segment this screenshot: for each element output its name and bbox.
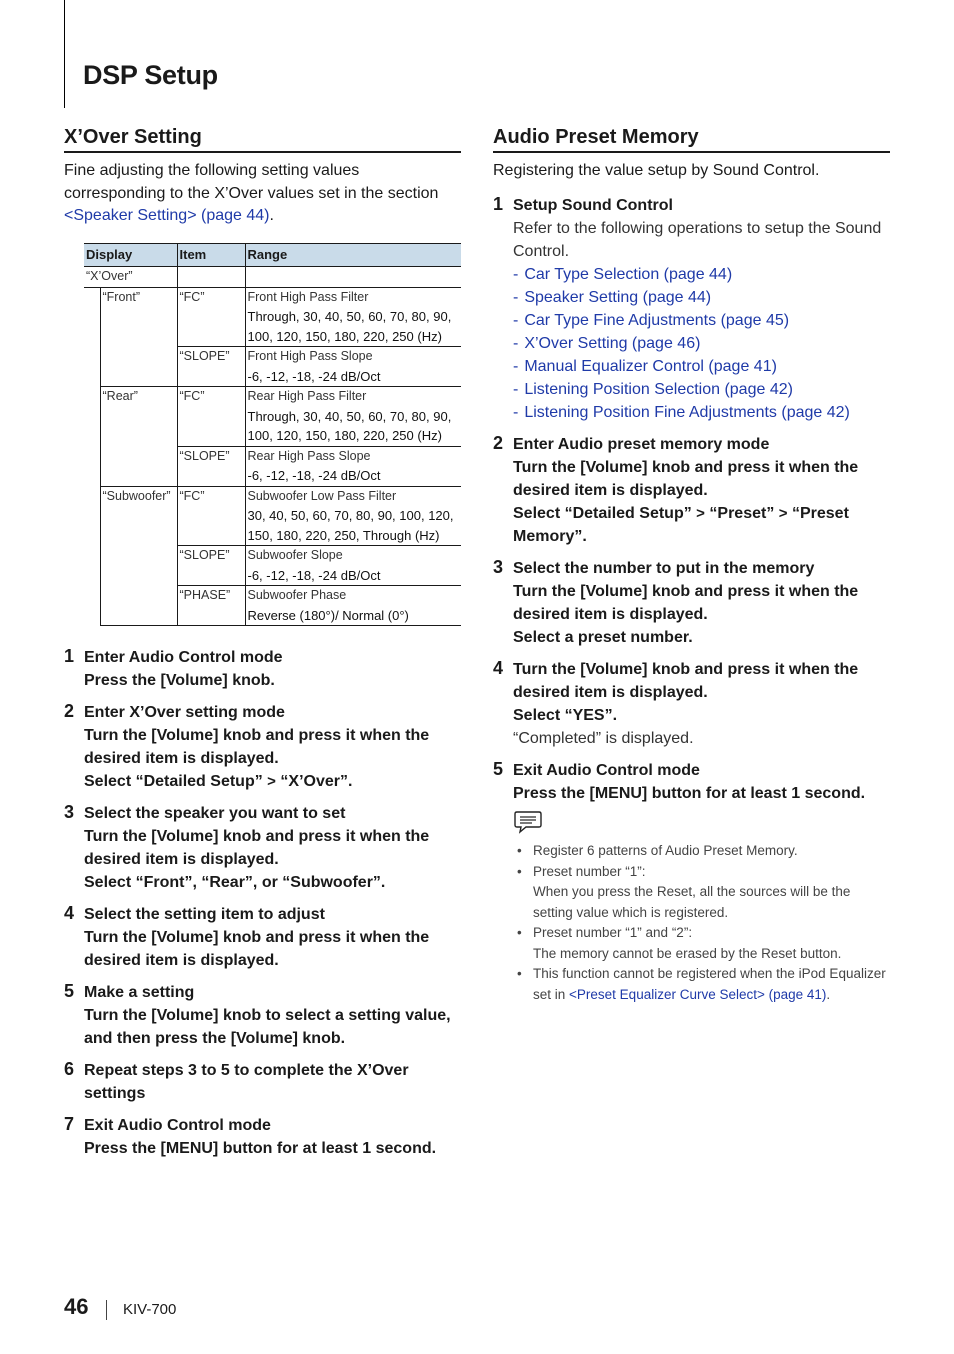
note-text: . <box>826 986 831 1002</box>
col-item: Item <box>177 244 245 267</box>
link-car-type-selection[interactable]: - Car Type Selection (page 44) <box>513 266 733 283</box>
xover-intro-text: Fine adjusting the following setting values corresponding to the X’Over values set in the section <box>64 162 439 202</box>
sub-phase-val: Reverse (180°)/ Normal (0°) <box>247 607 409 623</box>
link-car-type-fine[interactable]: - Car Type Fine Adjustments (page 45) <box>513 312 790 329</box>
sub-slope-item: “SLOPE” <box>177 546 245 586</box>
xover-steps <box>64 646 461 1169</box>
step-number: 5 <box>64 981 75 1001</box>
step-number: 4 <box>64 903 75 923</box>
link-text[interactable]: Car Type Selection (page 44) <box>524 266 733 283</box>
preset-step-1 <box>493 194 890 424</box>
front-slope-item: “SLOPE” <box>177 347 245 387</box>
speaker-setting-link[interactable]: <Speaker Setting> (page 44) <box>64 207 270 224</box>
link-listening-fine[interactable]: - Listening Position Fine Adjustments (page 42) <box>513 404 850 421</box>
front-fc-item: “FC” <box>177 287 245 347</box>
step-title: Turn the [Volume] knob and press it when the desired item is displayed. <box>513 661 859 701</box>
select-text: “X’Over”. <box>280 773 353 790</box>
col-display: Display <box>84 244 177 267</box>
step-title: Exit Audio Control mode <box>513 762 700 779</box>
select-text: “Preset Memory”. <box>513 505 849 545</box>
step-number: 2 <box>493 433 504 453</box>
page-title: DSP Setup <box>83 60 218 90</box>
step-title: Enter Audio Control mode <box>84 649 283 666</box>
link-text[interactable]: Manual Equalizer Control (page 41) <box>524 358 777 375</box>
step-number: 2 <box>64 701 75 721</box>
table-row <box>84 267 461 288</box>
note-text: This function cannot be registered when the iPod Equalizer set in <box>533 966 886 1002</box>
step-title: Repeat steps 3 to 5 to complete the X’Over settings <box>84 1062 409 1102</box>
xover-table <box>84 243 461 626</box>
rear-slope-item: “SLOPE” <box>177 446 245 486</box>
link-text[interactable]: Car Type Fine Adjustments (page 45) <box>524 312 790 329</box>
chevron-right-icon: > <box>267 773 276 790</box>
notes-list <box>513 841 890 1005</box>
xover-step-1 <box>64 646 461 692</box>
xover-heading: X’Over Setting <box>64 126 461 153</box>
step-note: “Completed” is displayed. <box>513 730 694 747</box>
sub-slope-val: -6, -12, -18, -24 dB/Oct <box>247 567 381 583</box>
front-label: “Front” <box>100 287 177 387</box>
link-listening-position[interactable]: - Listening Position Selection (page 42) <box>513 381 793 398</box>
select-text: Select “Detailed Setup” <box>84 773 263 790</box>
sub-fc-range <box>245 486 461 546</box>
step-title: Enter X’Over setting mode <box>84 704 285 721</box>
select-text: Select “Detailed Setup” <box>513 505 692 522</box>
preset-step-2 <box>493 433 890 548</box>
header-rule <box>64 0 65 108</box>
front-fc-val: Through, 30, 40, 50, 60, 70, 80, 90, 100, 120, 150, 180, 220, 250 (Hz) <box>247 309 452 344</box>
related-links <box>513 263 890 424</box>
step-select: Select a preset number. <box>513 629 693 646</box>
preset-step-4 <box>493 658 890 750</box>
xover-intro-end: . <box>269 207 274 224</box>
sub-phase-item: “PHASE” <box>177 586 245 626</box>
note-item <box>525 964 890 1005</box>
step-select <box>513 502 890 548</box>
preset-eq-link[interactable]: <Preset Equalizer Curve Select> (page 41) <box>569 986 827 1002</box>
note-text: The memory cannot be erased by the Reset button. <box>533 945 842 961</box>
rear-label: “Rear” <box>100 387 177 487</box>
sub-slope-range <box>245 546 461 586</box>
xover-step-5 <box>64 981 461 1050</box>
table-header-row <box>84 244 461 267</box>
sub-phase-sub: Subwoofer Phase <box>247 588 347 602</box>
link-text[interactable]: Listening Position Selection (page 42) <box>524 381 793 398</box>
note-item <box>525 841 890 862</box>
table-row <box>84 486 461 546</box>
preset-section <box>493 126 890 1026</box>
step-body: Press the [MENU] button for at least 1 second. <box>513 785 866 802</box>
step-number: 5 <box>493 759 504 779</box>
step-body: Press the [MENU] button for at least 1 second. <box>84 1140 437 1157</box>
note-item <box>525 923 890 964</box>
link-text[interactable]: Speaker Setting (page 44) <box>524 289 712 306</box>
note-text: Register 6 patterns of Audio Preset Memory. <box>533 843 798 858</box>
col-range: Range <box>245 244 461 267</box>
link-manual-eq[interactable]: - Manual Equalizer Control (page 41) <box>513 358 777 375</box>
step-body: Turn the [Volume] knob and press it when the desired item is displayed. <box>84 929 430 969</box>
rear-slope-range <box>245 446 461 486</box>
sub-fc-sub: Subwoofer Low Pass Filter <box>247 488 397 503</box>
link-text[interactable]: X’Over Setting (page 46) <box>524 335 701 352</box>
xover-step-3 <box>64 802 461 894</box>
table-row <box>84 287 461 347</box>
xover-step-7 <box>64 1114 461 1160</box>
sub-slope-sub: Subwoofer Slope <box>247 548 343 562</box>
step-body: Turn the [Volume] knob and press it when the desired item is displayed. <box>513 583 859 623</box>
rear-slope-sub: Rear High Pass Slope <box>247 448 371 463</box>
front-slope-sub: Front High Pass Slope <box>247 349 373 363</box>
step-number: 6 <box>64 1059 75 1079</box>
note-text: Preset number “1”: <box>533 863 646 879</box>
rear-fc-item: “FC” <box>177 387 245 447</box>
link-speaker-setting[interactable]: - Speaker Setting (page 44) <box>513 289 712 306</box>
preset-steps <box>493 194 890 1014</box>
rear-fc-range <box>245 387 461 447</box>
rear-slope-val: -6, -12, -18, -24 dB/Oct <box>247 468 381 483</box>
footer-divider <box>106 1300 107 1320</box>
select-text: “Preset” <box>709 505 775 522</box>
front-slope-range <box>245 347 461 387</box>
step-number: 3 <box>493 557 504 577</box>
step-number: 3 <box>64 802 75 822</box>
link-text[interactable]: Listening Position Fine Adjustments (page 42) <box>524 404 850 421</box>
step-body: Turn the [Volume] knob and press it when the desired item is displayed. <box>84 727 430 767</box>
step-number: 7 <box>64 1114 75 1134</box>
xover-section <box>64 126 461 1166</box>
sub-fc-val: 30, 40, 50, 60, 70, 80, 90, 100, 120, 150, 180, 220, 250, Through (Hz) <box>247 508 454 543</box>
xover-step-2 <box>64 701 461 793</box>
step-body: Turn the [Volume] knob to select a setting value, and then press the [Volume] knob. <box>84 1007 451 1047</box>
step-title: Exit Audio Control mode <box>84 1117 271 1134</box>
front-fc-sub: Front High Pass Filter <box>247 289 369 304</box>
step-select: Select “Front”, “Rear”, or “Subwoofer”. <box>84 874 386 891</box>
rear-fc-sub: Rear High Pass Filter <box>247 389 367 403</box>
sub-phase-range <box>245 586 461 626</box>
front-slope-val: -6, -12, -18, -24 dB/Oct <box>247 368 381 384</box>
xover-step-6 <box>64 1059 461 1105</box>
step-title: Select the number to put in the memory <box>513 560 815 577</box>
step-note: Refer to the following operations to setup the Sound Control. <box>513 220 882 260</box>
rear-fc-val: Through, 30, 40, 50, 60, 70, 80, 90, 100, 120, 150, 180, 220, 250 (Hz) <box>247 408 452 443</box>
step-body: Turn the [Volume] knob and press it when the desired item is displayed. <box>513 459 859 499</box>
sub-label: “Subwoofer” <box>100 486 177 626</box>
table-row <box>84 387 461 447</box>
note-item <box>525 862 890 924</box>
preset-step-5 <box>493 759 890 1005</box>
chevron-right-icon: > <box>696 505 705 522</box>
note-icon <box>513 809 543 835</box>
page-number: 46 <box>64 1294 89 1319</box>
step-title: Setup Sound Control <box>513 197 673 214</box>
preset-step-3 <box>493 557 890 649</box>
note-text: When you press the Reset, all the sources will be the setting value which is registered. <box>533 884 851 920</box>
step-select: Select “YES”. <box>513 707 618 724</box>
model-name: KIV-700 <box>123 1301 177 1318</box>
step-title: Make a setting <box>84 984 195 1001</box>
step-body: Turn the [Volume] knob and press it when the desired item is displayed. <box>84 828 430 868</box>
front-fc-range <box>245 287 461 347</box>
step-number: 1 <box>64 646 75 666</box>
link-xover-setting[interactable]: - X’Over Setting (page 46) <box>513 335 701 352</box>
group-label: “X’Over” <box>84 267 177 288</box>
step-number: 1 <box>493 194 504 214</box>
step-select <box>84 770 461 793</box>
chevron-right-icon: > <box>778 505 788 522</box>
xover-intro <box>64 160 461 228</box>
xover-step-4 <box>64 903 461 972</box>
step-title: Enter Audio preset memory mode <box>513 436 770 453</box>
step-title: Select the speaker you want to set <box>84 805 346 822</box>
step-title: Select the setting item to adjust <box>84 906 325 923</box>
step-body: Press the [Volume] knob. <box>84 672 275 689</box>
sub-fc-item: “FC” <box>177 486 245 546</box>
step-number: 4 <box>493 658 504 678</box>
note-text: Preset number “1” and “2”: <box>533 925 693 940</box>
preset-heading: Audio Preset Memory <box>493 126 890 153</box>
preset-intro: Registering the value setup by Sound Control. <box>493 162 820 179</box>
